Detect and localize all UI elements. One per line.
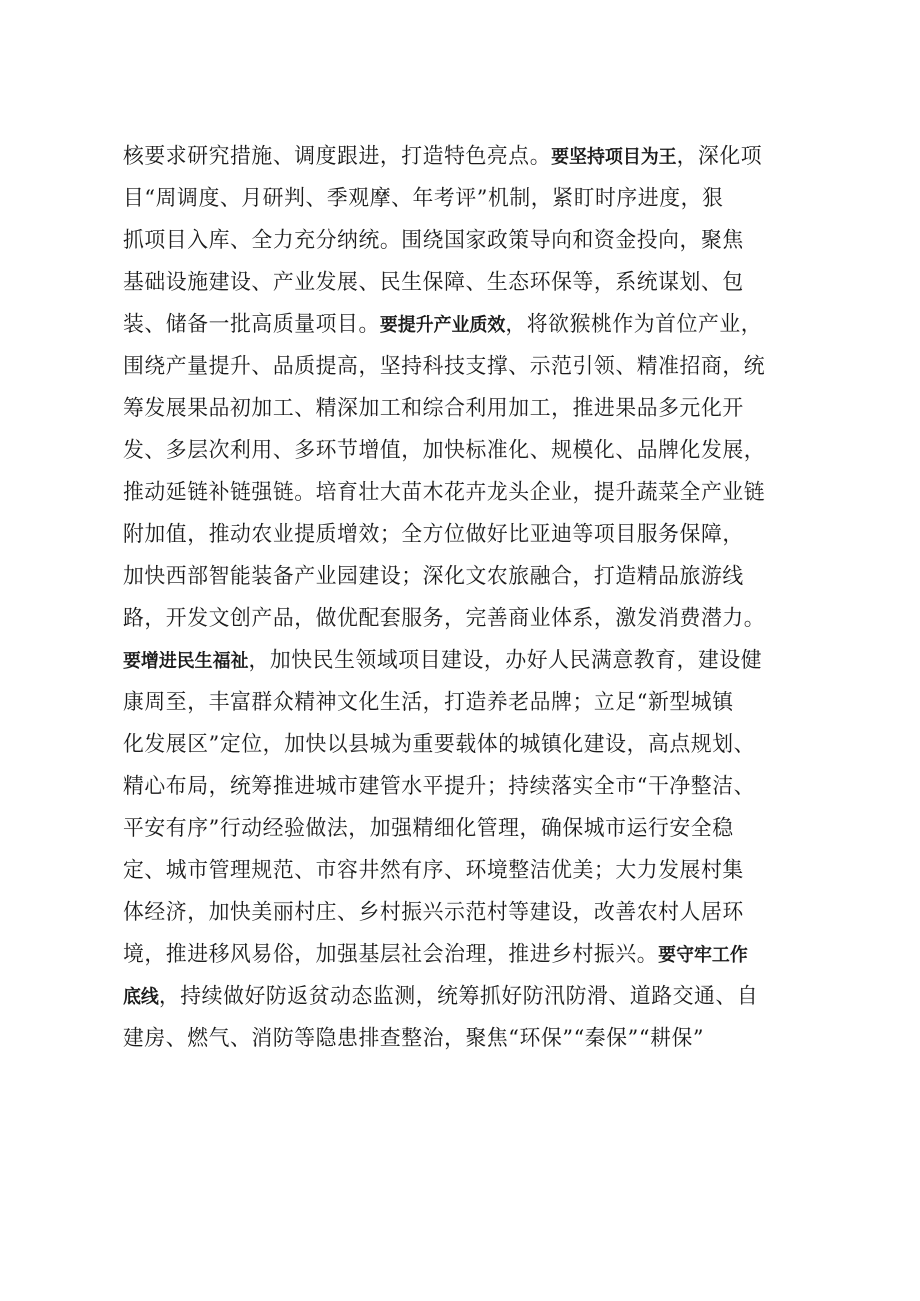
text-segment: 精心布局，统筹推进城市建管水平提升；持续落实全市“干净整洁、 (123, 774, 756, 799)
bold-heading-phrase: 要增进民生福祉 (123, 651, 249, 672)
text-line (123, 766, 801, 808)
text-segment: 目“周调度、月研判、季观摩、年考评”机制，紧盯时序进度，狠 (123, 186, 724, 211)
text-segment: 围绕产量提升、品质提高，坚持科技支撑、示范引领、精准招商，统 (123, 354, 766, 379)
bold-heading-phrase: 要守牢工作 (658, 945, 748, 966)
text-segment: 基础设施建设、产业发展、民生保障、生态环保等，系统谋划、包 (123, 270, 744, 295)
text-line (123, 220, 801, 262)
text-segment: 抓项目入库、全力充分纳统。围绕国家政策导向和资金投向，聚焦 (123, 228, 744, 253)
text-segment: 康周至，丰富群众精神文化生活，打造养老品牌；立足“新型城镇 (123, 690, 734, 715)
text-line (123, 850, 801, 892)
text-segment: 化发展区”定位，加快以县城为重要载体的城镇化建设，高点规划、 (123, 732, 756, 757)
text-line (123, 934, 801, 976)
text-segment: 加快西部智能装备产业园建设；深化文农旅融合，打造精品旅游线 (123, 564, 744, 589)
text-segment: 推动延链补链强链。培育壮大苗木花卉龙头企业，提升蔬菜全产业链 (123, 480, 766, 505)
text-line (123, 556, 801, 598)
text-segment: 平安有序”行动经验做法，加强精细化管理，确保城市运行安全稳 (123, 816, 734, 841)
bold-heading-phrase: 底线 (123, 987, 159, 1008)
text-line (123, 178, 801, 220)
text-segment: 定、城市管理规范、市容井然有序、环境整洁优美；大力发展村集 (123, 858, 744, 883)
text-line (123, 388, 801, 430)
text-segment: 发、多层次利用、多环节增值，加快标准化、规模化、品牌化发展， (123, 438, 766, 463)
text-line (123, 346, 801, 388)
text-segment: 路，开发文创产品，做优配套服务，完善商业体系，激发消费潜力。 (123, 606, 766, 631)
text-line (123, 976, 801, 1018)
text-segment: ，持续做好防返贫动态监测，统筹抓好防汛防滑、道路交通、自 (158, 984, 759, 1009)
text-line (123, 682, 801, 724)
text-line (123, 136, 801, 178)
text-line (123, 430, 801, 472)
text-segment: 筹发展果品初加工、精深加工和综合利用加工，推进果品多元化开 (123, 396, 744, 421)
body-text (123, 136, 823, 1060)
text-line (123, 472, 801, 514)
bold-heading-phrase: 要提升产业质效 (379, 315, 506, 336)
text-segment: ，将欲猴桃作为首位产业， (505, 312, 763, 337)
text-segment: ，加快民生领域项目建设，办好人民满意教育，建设健 (248, 648, 763, 673)
text-segment: 境，推进移风易俗，加强基层社会治理，推进乡村振兴。 (123, 942, 659, 967)
bold-heading-phrase: 要坚持项目为王 (551, 147, 677, 168)
text-line (123, 808, 801, 850)
text-line (123, 304, 801, 346)
text-segment: 装、储备一批高质量项目。 (123, 312, 380, 337)
text-line (123, 640, 801, 682)
text-line (123, 1018, 801, 1060)
text-segment: 建房、燃气、消防等隐患排查整治，聚焦“环保”“秦保”“耕保” (123, 1026, 705, 1051)
text-line (123, 514, 801, 556)
text-segment: ，深化项 (676, 144, 763, 169)
text-line (123, 892, 801, 934)
text-line (123, 262, 801, 304)
text-line (123, 598, 801, 640)
text-segment: 体经济，加快美丽村庄、乡村振兴示范村等建设，改善农村人居环 (123, 900, 744, 925)
text-segment: 附加值，推动农业提质增效；全方位做好比亚迪等项目服务保障， (123, 522, 744, 547)
text-line (123, 724, 801, 766)
text-segment: 核要求研究措施、调度跟进，打造特色亮点。 (123, 144, 552, 169)
